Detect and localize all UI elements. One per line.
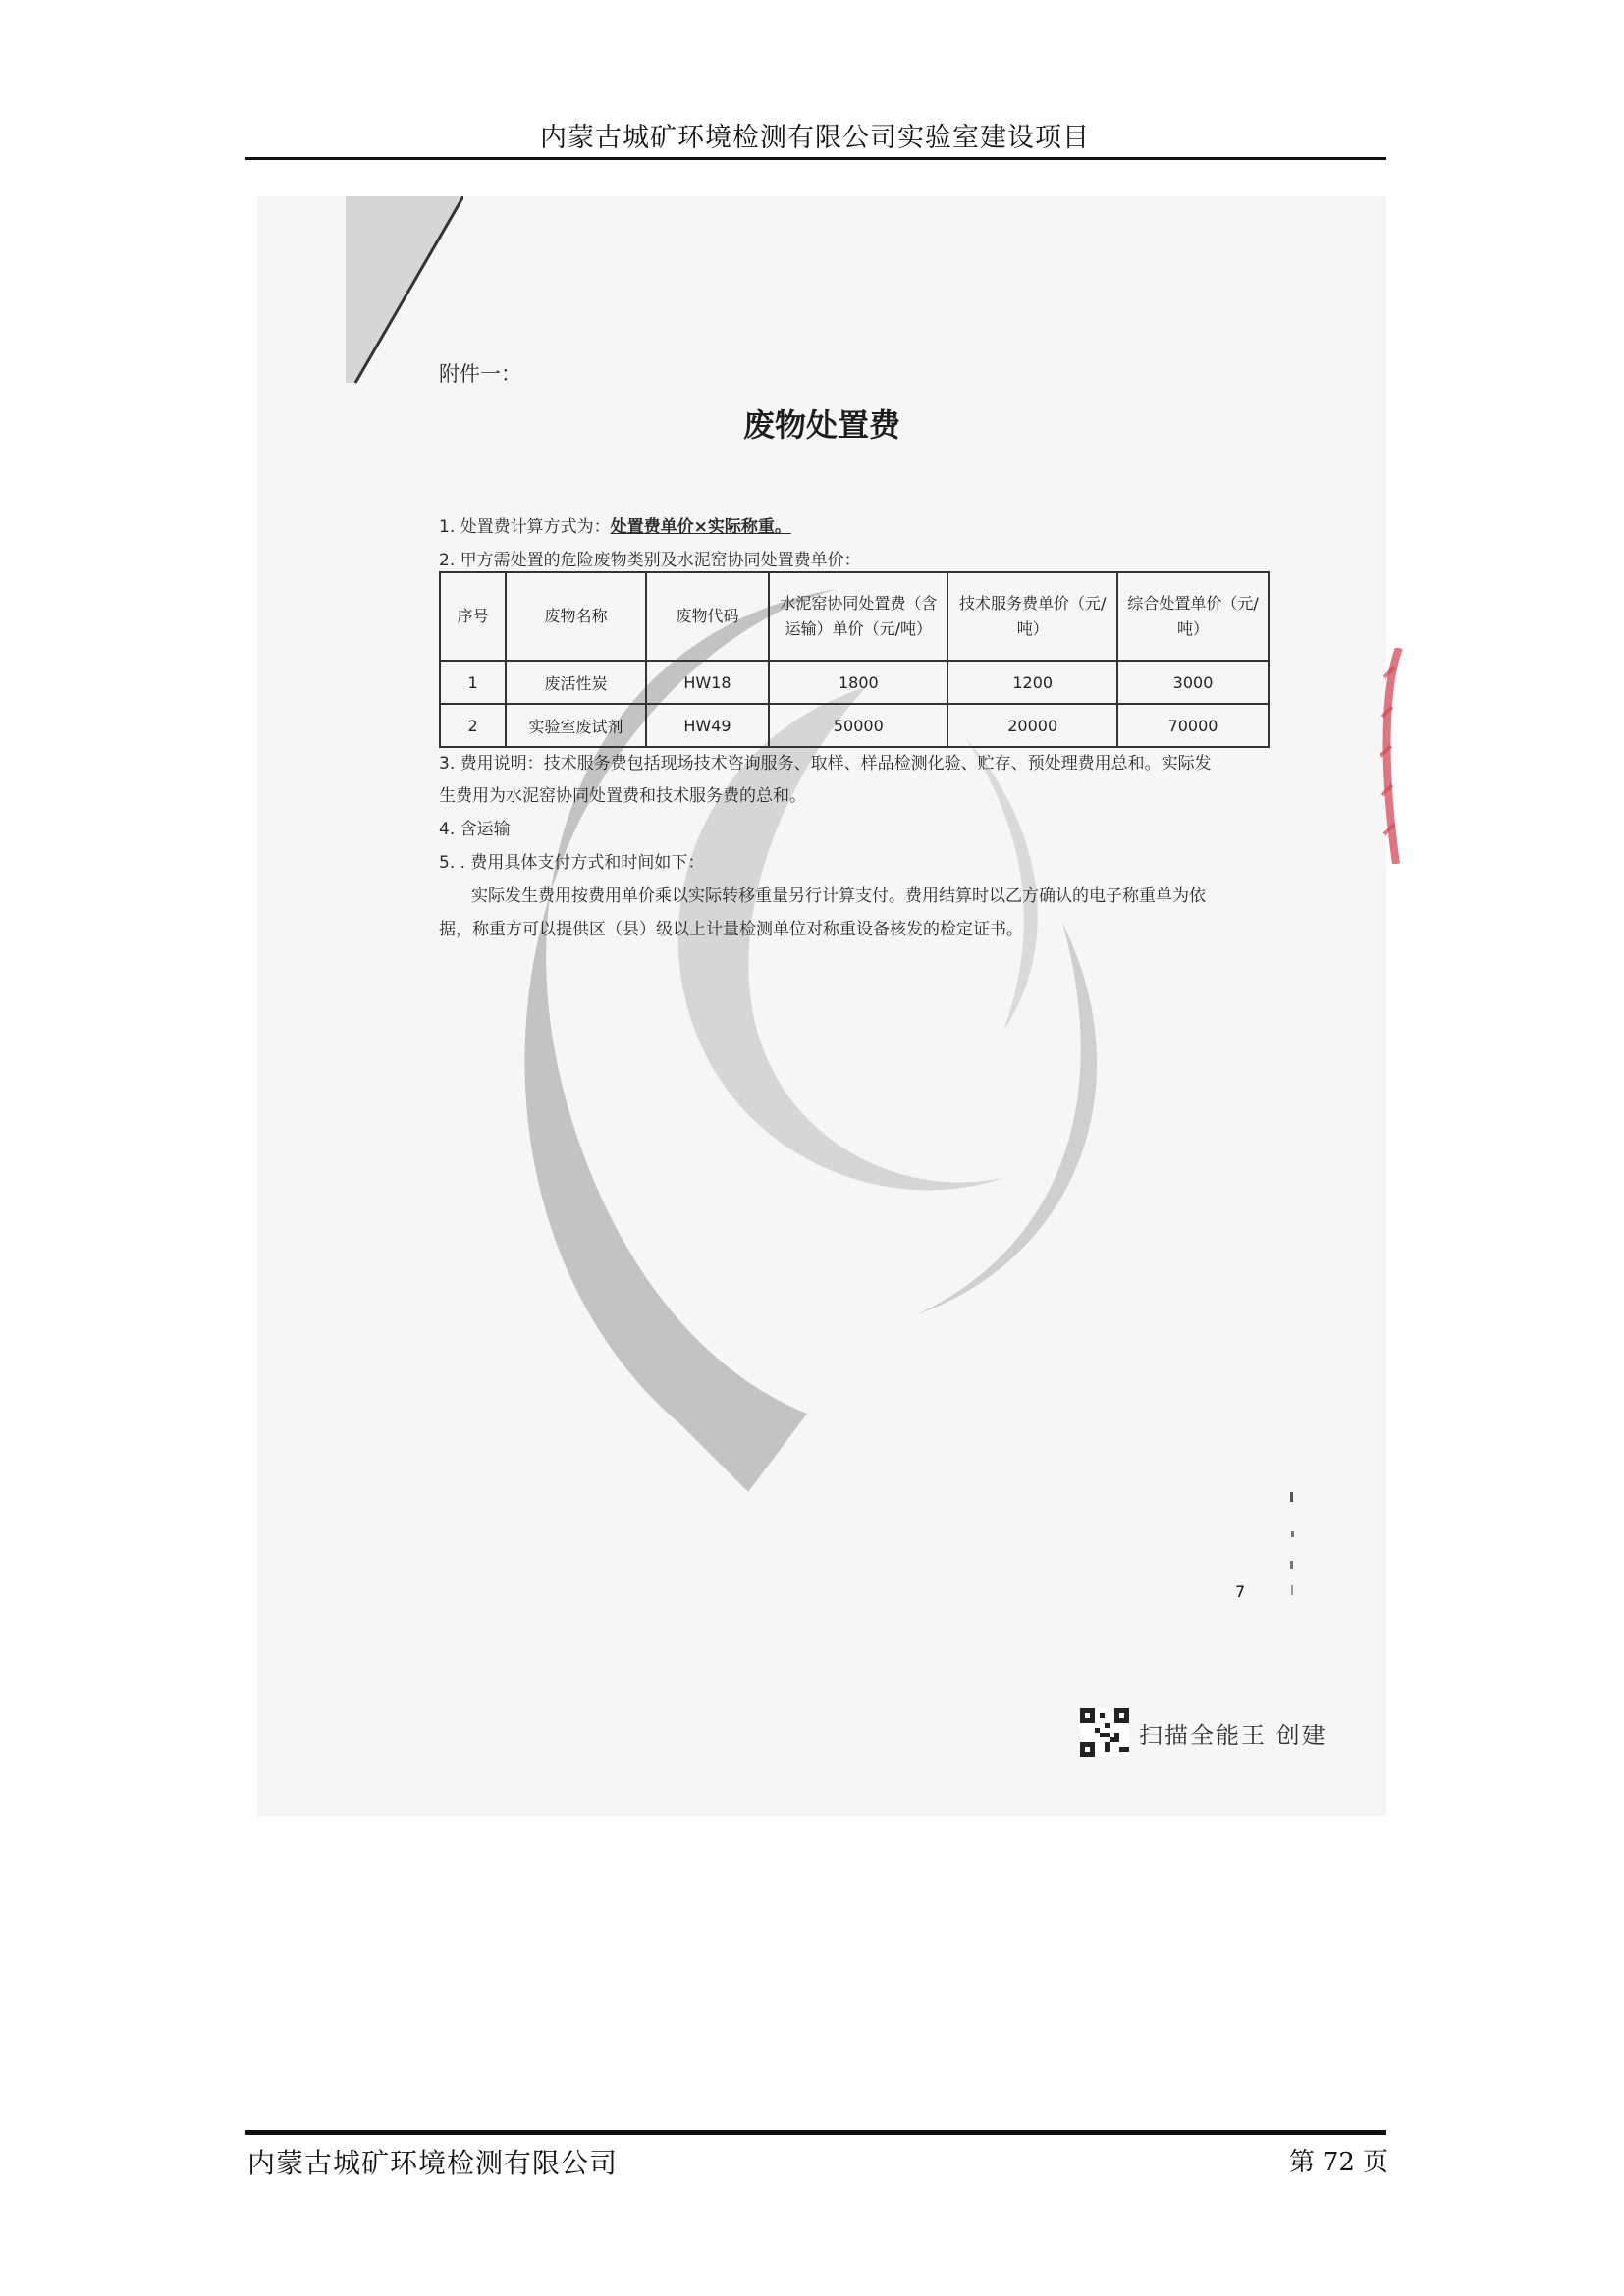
waste-category-line: 2. 甲方需处置的危险废物类别及水泥窑协同处置费单价： [439,551,861,570]
header-rule [245,157,1386,160]
table-header: 废物代码 [646,572,770,661]
table-cell: 70000 [1117,704,1269,747]
table-row [440,661,1269,704]
footer-page-indicator [1281,2142,1388,2178]
scanned-attachment [257,196,1386,1816]
scan-page-number: 7 [1235,1582,1246,1601]
table-row [440,704,1269,747]
calc-method-formula: 处置费单价×实际称重。 [610,517,791,537]
scanner-brand-text: 扫描全能王 创建 [1139,1721,1327,1749]
table-cell: 废活性炭 [506,661,645,704]
qr-code-icon [1080,1708,1129,1757]
table-header: 废物名称 [506,572,645,661]
table-cell: HW18 [646,661,770,704]
table-cell: 50000 [769,704,947,747]
table-header-row [440,572,1269,661]
payment-method-text-cont: 据，称重方可以提供区（县）级以上计量检测单位对称重设备核发的检定证书。 [439,920,1023,939]
page-prefix: 第 [1288,2148,1315,2177]
table-cell: 1 [440,661,506,704]
document-title: 废物处置费 [742,406,900,444]
table-cell: 1800 [769,661,947,704]
table-header: 技术服务费单价（元/吨） [947,572,1117,661]
table-header: 综合处置单价（元/吨） [1117,572,1269,661]
table-cell: 1200 [947,661,1117,704]
page-number: 72 [1322,2148,1355,2177]
scan-edge-marks [1288,1492,1298,1600]
payment-method-text: 实际发生费用按费用单价乘以实际转移重量另行计算支付。费用结算时以乙方确认的电子称重单为依 [471,886,1206,906]
table-cell: 3000 [1117,661,1269,704]
calc-method-prefix: 1. 处置费计算方式为： [439,517,611,537]
table-cell: 2 [440,704,506,747]
payment-method-heading: 5. . 费用具体支付方式和时间如下： [439,853,705,873]
fee-explanation-line: 3. 费用说明：技术服务费包括现场技术咨询服务、取样、样品检测化验、贮存、预处理费用总和。实际发 [439,754,1212,774]
fee-explanation-line-cont: 生费用为水泥窑协同处置费和技术服务费的总和。 [439,786,806,806]
table-header: 序号 [440,572,506,661]
footer-rule [245,2130,1386,2135]
page-suffix: 页 [1362,2148,1388,2177]
table-header: 水泥窑协同处置费（含运输）单价（元/吨） [769,572,947,661]
fee-table [439,571,1270,748]
seal-stamp-fragment [1375,648,1404,864]
footer-company: 内蒙古城矿环境检测有限公司 [247,2147,619,2179]
calc-method-line [439,512,791,537]
scanner-watermark [1080,1708,1327,1757]
transport-included-line: 4. 含运输 [439,820,511,839]
table-cell: 实验室废试剂 [506,704,645,747]
table-cell: 20000 [947,704,1117,747]
table-cell: HW49 [646,704,770,747]
page-header-title: 内蒙古城矿环境检测有限公司实验室建设项目 [540,123,1090,153]
attachment-label: 附件一： [439,362,521,386]
